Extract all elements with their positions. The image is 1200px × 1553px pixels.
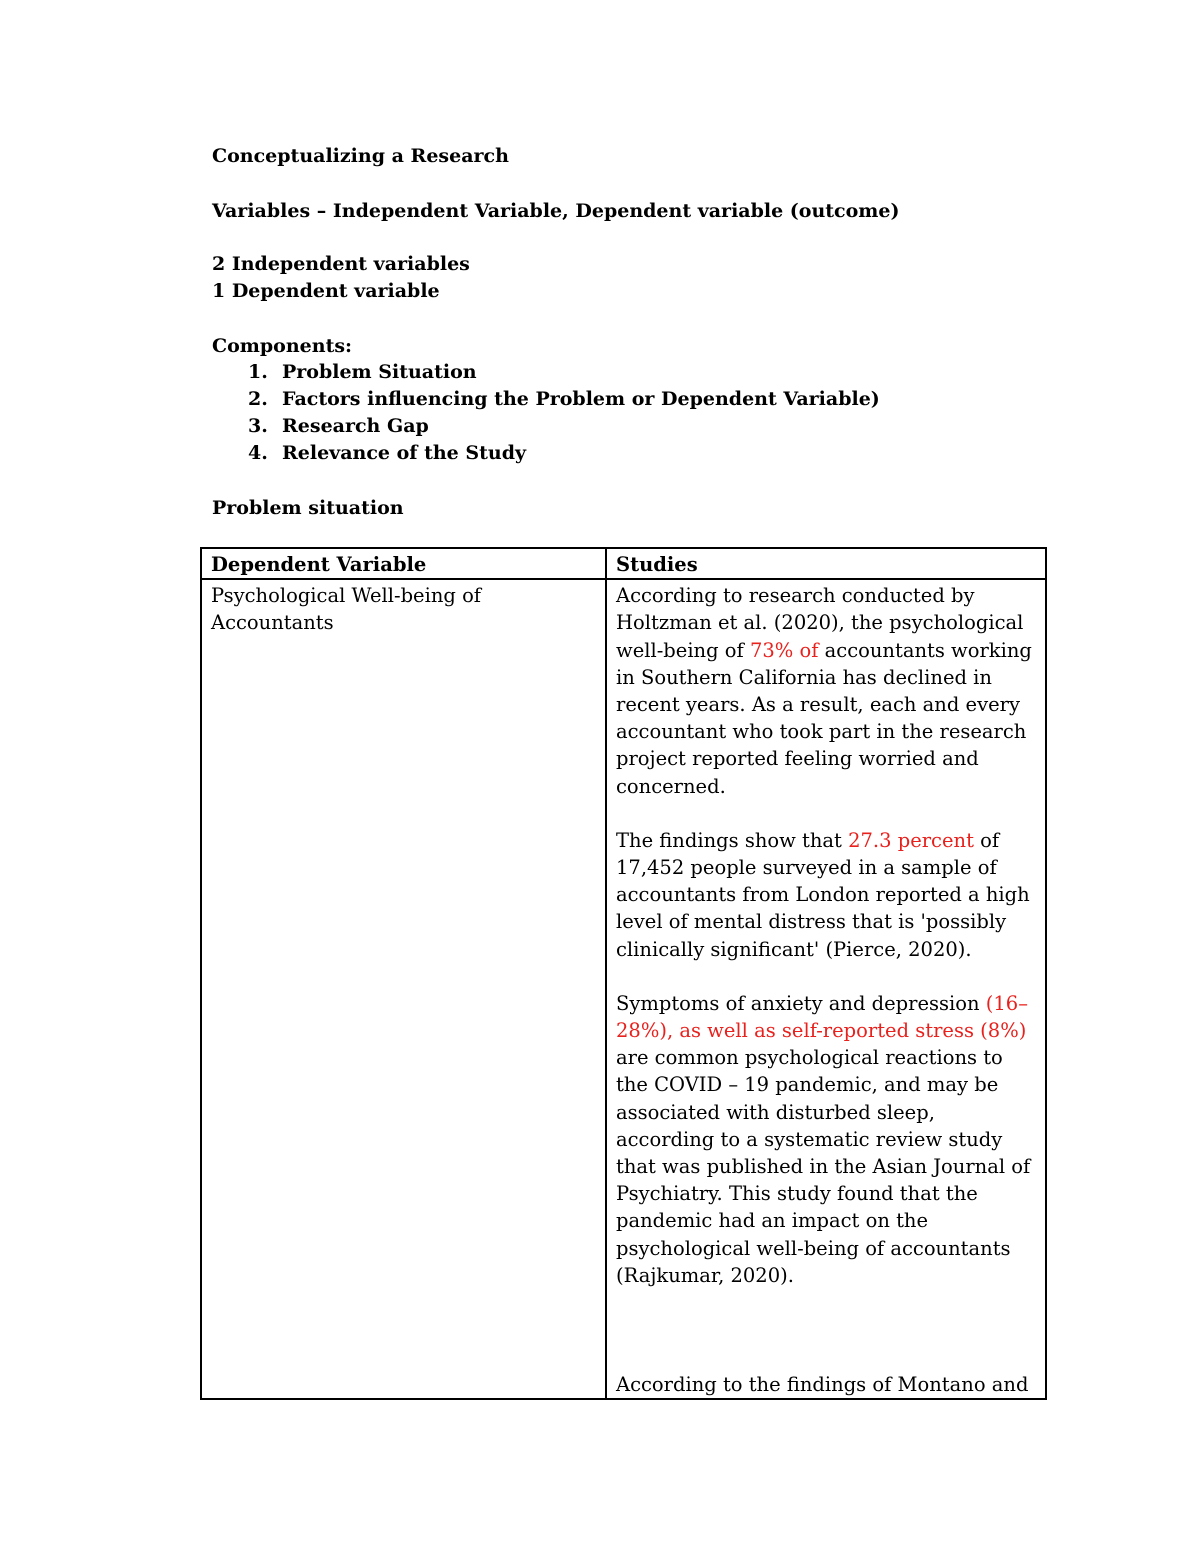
dependent-count: 1 Dependent variable: [212, 280, 440, 302]
study-text: According to research conducted by Holtzman et al. (2020), the psychological well-being of: [616, 584, 1024, 662]
list-item: [248, 386, 880, 413]
list-number: 1.: [248, 361, 268, 383]
list-item: [248, 440, 880, 467]
studies-cell: [606, 579, 1046, 1399]
list-number: 3.: [248, 415, 268, 437]
header-studies: Studies: [606, 548, 1046, 579]
components-heading: Components:: [212, 335, 353, 357]
components-list: [248, 359, 880, 467]
study-paragraph: [616, 827, 1037, 963]
study-highlight: 73% of: [749, 638, 819, 662]
study-paragraph: [616, 582, 1037, 800]
dependent-variable-cell: Psychological Well-being of Accountants: [201, 579, 606, 1399]
studies-table: [200, 547, 1047, 1400]
list-number: 2.: [248, 388, 268, 410]
study-text: of 17,452 people surveyed in a sample of accountants from London reported a high level of mental distress that is 'possibly clinically significant' (Pierce, 2020).: [616, 828, 1030, 961]
list-label: Relevance of the Study: [282, 442, 527, 464]
study-text: accountants working in Southern California has declined in recent years. As a result, each and every accountant who took part in the research project reported feeling worried and concerned.: [616, 638, 1032, 798]
list-label: Factors influencing the Problem or Dependent Variable): [282, 388, 880, 410]
spacer: [616, 1289, 1037, 1371]
header-dependent-variable: Dependent Variable: [201, 548, 606, 579]
list-label: Problem Situation: [282, 361, 477, 383]
study-highlight: 27.3 percent: [848, 828, 974, 852]
table-header-row: [201, 548, 1046, 579]
list-label: Research Gap: [282, 415, 429, 437]
study-text: The findings show that: [616, 828, 849, 852]
study-paragraph: According to the findings of Montano and: [616, 1373, 1029, 1397]
study-highlight: (16–28%), as well as self-reported stress (8%): [616, 991, 1028, 1043]
document-title: Conceptualizing a Research: [212, 145, 509, 167]
table-row: [201, 579, 1046, 1399]
problem-heading: Problem situation: [212, 497, 404, 519]
independent-count: 2 Independent variables: [212, 253, 470, 275]
variables-line: Variables – Independent Variable, Dependent variable (outcome): [212, 200, 900, 222]
study-paragraph: [616, 990, 1037, 1289]
list-item: [248, 413, 880, 440]
study-text: are common psychological reactions to the COVID – 19 pandemic, and may be associated with disturbed sleep, according to a systematic review study that was published in the Asian Journal of Psychiatry. This study found that the pandemic had an impact on the psychological well-being of accountants (Rajkumar, 2020).: [616, 1046, 1031, 1287]
study-text: Symptoms of anxiety and depression: [616, 991, 986, 1015]
list-item: [248, 359, 880, 386]
list-number: 4.: [248, 442, 268, 464]
